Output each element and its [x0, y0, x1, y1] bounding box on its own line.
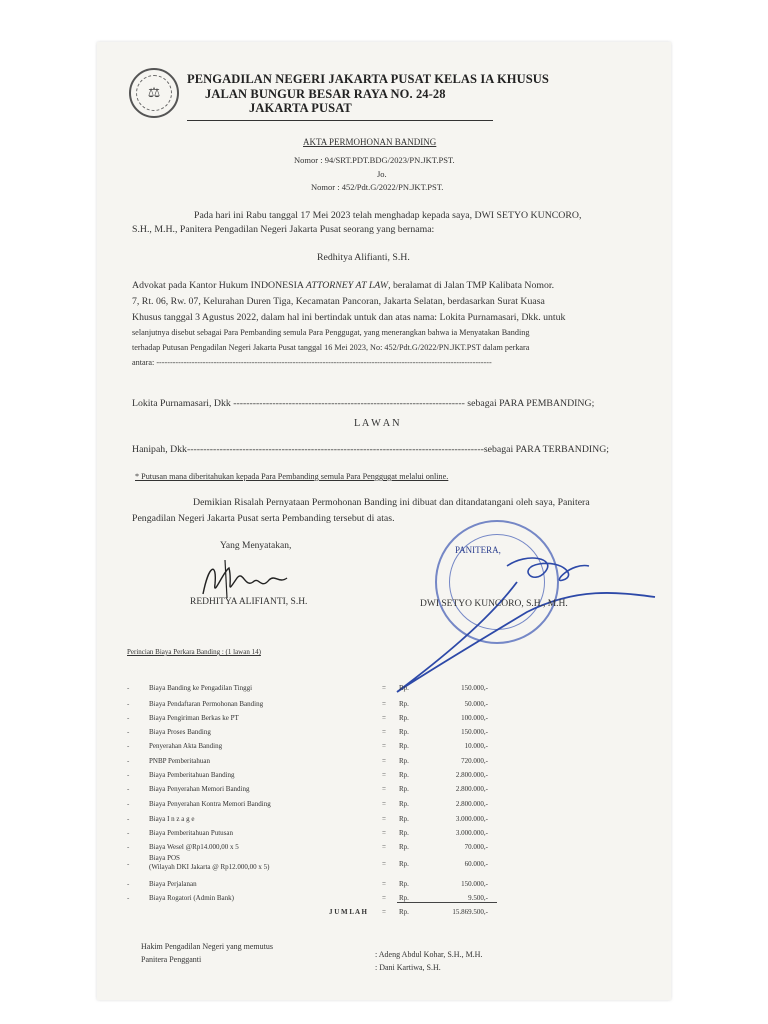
jo-label: Jo. [377, 169, 387, 179]
cost-row-eq: = [382, 785, 386, 793]
cost-row-currency: Rp. [399, 757, 409, 765]
header-address: JALAN BUNGUR BESAR RAYA NO. 24-28 [205, 87, 446, 101]
cost-row-item: Biaya Pemberitahuan Banding [149, 771, 235, 779]
cost-row-bullet: - [127, 829, 130, 837]
cost-row-item-note: (Wilayah DKI Jakarta @ Rp12.000,00 x 5) [149, 863, 270, 871]
cost-row-currency: Rp. [399, 800, 409, 808]
cost-row-eq: = [382, 700, 386, 708]
cost-row-bullet: - [127, 684, 130, 692]
cost-row-amount: 3.000.000,- [455, 829, 488, 837]
cost-heading: Perincian Biaya Perkara Banding : (1 lawan 14) [127, 648, 261, 656]
cost-row-amount: 2.800.000,- [455, 800, 488, 808]
cost-row-bullet: - [127, 700, 130, 708]
paragraph-line-4: selanjutnya disebut sebagai Para Pembanding semula Para Penggugat, yang menerangkan bahwa ia Menyatakan Banding [132, 328, 530, 337]
cost-row-amount: 2.800.000,- [455, 785, 488, 793]
cost-row-bullet: - [127, 771, 130, 779]
cost-row-eq: = [382, 684, 386, 692]
cost-row-eq: = [382, 880, 386, 888]
cost-row-bullet: - [127, 742, 130, 750]
cost-row-item: Biaya Wesel @Rp14.000,00 x 5 [149, 843, 239, 851]
cost-row-bullet: - [127, 860, 130, 868]
cost-row-item: Biaya Perjalanan [149, 880, 197, 888]
cost-row-bullet: - [127, 880, 130, 888]
total-eq: = [382, 908, 386, 916]
cost-row-eq: = [382, 771, 386, 779]
cost-row-amount: 720.000,- [461, 757, 488, 765]
cost-row-bullet: - [127, 728, 130, 736]
intro-line-1: Pada hari ini Rabu tanggal 17 Mei 2023 telah menghadap kepada saya, DWI SETYO KUNCORO, [194, 210, 582, 221]
cost-row-eq: = [382, 800, 386, 808]
closing-line-1: Demikian Risalah Pernyataan Permohonan Banding ini dibuat dan ditandatangani oleh saya, Panitera [193, 497, 590, 508]
cost-row-amount: 150.000,- [461, 880, 488, 888]
total-rule [397, 902, 497, 903]
cost-row-currency: Rp. [399, 880, 409, 888]
paragraph-line-5: terhadap Putusan Pengadilan Negeri Jakarta Pusat tanggal 16 Mei 2023, No: 452/Pdt.G/2022/PN.JKT.PST dalam perkara [132, 343, 530, 352]
cost-row-item: PNBP Pemberitahuan [149, 757, 210, 765]
cost-row-eq: = [382, 714, 386, 722]
cost-row-amount: 100.000,- [461, 714, 488, 722]
footer-clerk-label: Panitera Pengganti [141, 955, 202, 964]
header-rule [187, 120, 493, 121]
cost-row-item: Biaya Proses Banding [149, 728, 211, 736]
party-terbanding: Hanipah, Dkk-------------------------------------------------------------------------------------------sebagai PARA TERBANDING; [132, 444, 610, 455]
cost-row-item: Biaya I n z a g e [149, 815, 195, 823]
cost-row-currency: Rp. [399, 771, 409, 779]
cost-row-amount: 9.500,- [468, 894, 488, 902]
cost-row-amount: 70.000,- [464, 843, 488, 851]
online-note: * Putusan mana diberitahukan kepada Para Pembanding semula Para Penggugat melalui online. [135, 472, 449, 481]
cost-row-bullet: - [127, 785, 130, 793]
cost-row-eq: = [382, 757, 386, 765]
cost-row-amount: 150.000,- [461, 684, 488, 692]
closing-line-2: Pengadilan Negeri Jakarta Pusat serta Pembanding tersebut di atas. [132, 513, 395, 524]
paragraph-line-2: 7, Rt. 06, Rw. 07, Kelurahan Duren Tiga, Kecamatan Pancoran, Jakarta Selatan, berdasarkan Surat Kuasa [132, 296, 545, 307]
cost-row-currency: Rp. [399, 843, 409, 851]
header-city: JAKARTA PUSAT [249, 101, 352, 115]
cost-row-amount: 3.000.000,- [455, 815, 488, 823]
paragraph-line-6: antara: --------------------------------------------------------------------------------------------------------------------------- [132, 358, 492, 367]
letter-number: Nomor : 94/SRT.PDT.BDG/2023/PN.JKT.PST. [294, 155, 455, 165]
cost-row-amount: 150.000,- [461, 728, 488, 736]
cost-row-amount: 50.000,- [464, 700, 488, 708]
cost-row-item: Biaya Pendaftaran Permohonan Banding [149, 700, 264, 708]
cost-row-bullet: - [127, 843, 130, 851]
cost-row-bullet: - [127, 800, 130, 808]
cost-row-item: Biaya Pemberitahuan Putusan [149, 829, 233, 837]
paragraph-line-3: Khusus tanggal 3 Agustus 2022, dalam hal ini bertindak untuk dan atas nama: Lokita Purnamasari, Dkk. untuk [132, 312, 566, 323]
cost-row-amount: 60.000,- [464, 860, 488, 868]
total-rp: Rp. [399, 908, 409, 916]
cost-row-currency: Rp. [399, 815, 409, 823]
cost-row-currency: Rp. [399, 829, 409, 837]
cost-row-item: Biaya Pengiriman Berkas ke PT [149, 714, 239, 722]
party-pembanding: Lokita Purnamasari, Dkk ----------------------------------------------------------------------- sebagai PARA PEMBANDING; [132, 398, 595, 409]
cost-row-bullet: - [127, 757, 130, 765]
footer-judge-label: Hakim Pengadilan Negeri yang memutus [141, 942, 273, 951]
cost-row-currency: Rp. [399, 714, 409, 722]
cost-row-item: Penyerahan Akta Banding [149, 742, 223, 750]
cost-row-item: Biaya POS [149, 854, 180, 862]
lawan-label: L A W A N [354, 418, 400, 429]
paragraph-line-1: Advokat pada Kantor Hukum INDONESIA ATTORNEY AT LAW, beralamat di Jalan TMP Kalibata Nomor. [132, 280, 555, 291]
cost-row-item: Biaya Rogatori (Admin Bank) [149, 894, 234, 902]
cost-row-item: Biaya Penyerahan Memori Banding [149, 785, 250, 793]
footer-judge-name: : Adeng Abdul Kohar, S.H., M.H. [375, 950, 483, 959]
court-emblem-icon: ⚖ [129, 68, 179, 118]
cost-row-currency: Rp. [399, 700, 409, 708]
cost-row-amount: 10.000,- [464, 742, 488, 750]
cost-row-item: Biaya Banding ke Pengadilan Tinggi [149, 684, 253, 692]
total-label: J U M L A H [329, 908, 367, 916]
left-signatory-name: REDHITYA ALIFIANTI, S.H. [190, 597, 308, 607]
total-amount: 15.869.500,- [452, 908, 488, 916]
left-signatory-label: Yang Menyatakan, [220, 541, 292, 551]
cost-row-eq: = [382, 728, 386, 736]
cost-row-bullet: - [127, 815, 130, 823]
cost-row-eq: = [382, 742, 386, 750]
cost-row-eq: = [382, 860, 386, 868]
right-signature-scribble [367, 542, 667, 702]
appearer-name: Redhitya Alifianti, S.H. [317, 252, 410, 263]
cost-row-bullet: - [127, 714, 130, 722]
cost-row-eq: = [382, 843, 386, 851]
header-court-name: PENGADILAN NEGERI JAKARTA PUSAT KELAS IA KHUSUS [187, 72, 549, 86]
document-page [97, 42, 671, 1000]
cost-row-amount: 2.800.000,- [455, 771, 488, 779]
cost-row-currency: Rp. [399, 742, 409, 750]
intro-line-2: S.H., M.H., Panitera Pengadilan Negeri Jakarta Pusat seorang yang bernama: [132, 224, 435, 235]
case-number: Nomor : 452/Pdt.G/2022/PN.JKT.PST. [311, 182, 444, 192]
cost-row-currency: Rp. [399, 785, 409, 793]
cost-row-currency: Rp. [399, 894, 409, 902]
cost-row-eq: = [382, 894, 386, 902]
cost-row-eq: = [382, 815, 386, 823]
cost-row-currency: Rp. [399, 684, 409, 692]
right-signatory-name: DWI SETYO KUNCORO, S.H., M.H. [420, 599, 568, 609]
document-title: AKTA PERMOHONAN BANDING [303, 137, 437, 147]
footer-clerk-name: : Dani Kartiwa, S.H. [375, 963, 441, 972]
cost-row-bullet: - [127, 894, 130, 902]
right-signatory-label: PANITERA, [455, 545, 501, 555]
cost-row-item: Biaya Penyerahan Kontra Memori Banding [149, 800, 271, 808]
cost-row-eq: = [382, 829, 386, 837]
cost-row-currency: Rp. [399, 860, 409, 868]
cost-row-currency: Rp. [399, 728, 409, 736]
